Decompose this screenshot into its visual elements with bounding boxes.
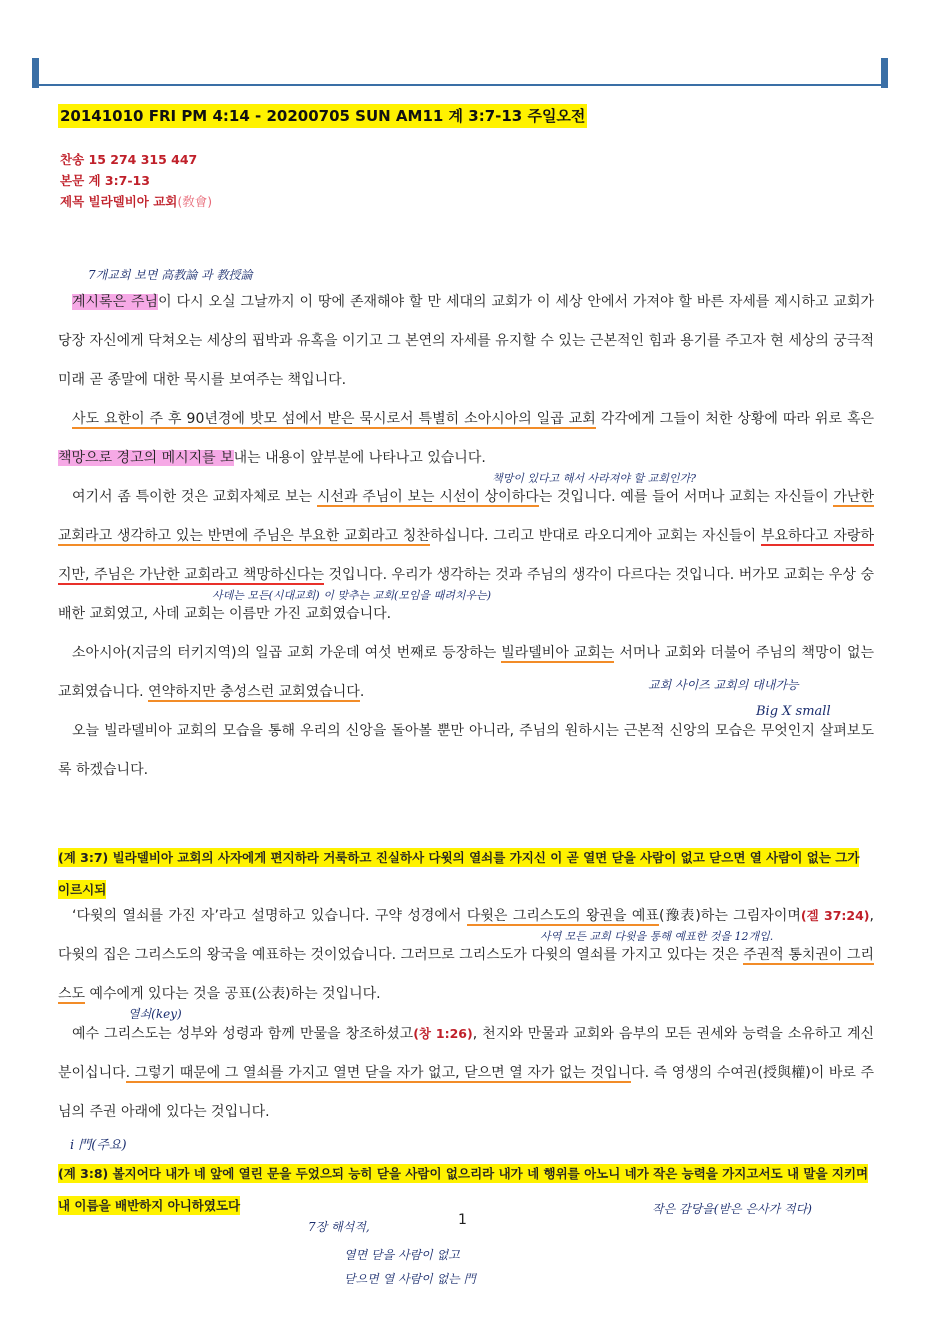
- intro-p2-rest: 내는 내용이 앞부분에 나타나고 있습니다.: [233, 450, 486, 466]
- intro-p4-underline-2: 연약하지만 충성스런 교회였습니다: [148, 684, 360, 700]
- intro-p3-underline-2: 가난한 교회라고 생각하고 있는 반면에 주님은 부요한 교회라고 칭찬: [58, 489, 874, 544]
- hymn-line: 찬송 15 274 315 447: [60, 152, 198, 167]
- handwritten-note-right-bottom: 작은 감당을(받은 은사가 적다): [652, 1202, 812, 1216]
- intro-p1-highlight: 계시록은 주님: [72, 294, 159, 310]
- intro-p4-b: 서머나 교회와 더불어 주님의 책망이 없는 교회였습니다.: [58, 645, 874, 700]
- intro-p3-c: 하십니다. 그리고 반대로 라오디게아 교회는 자신들이: [429, 528, 761, 544]
- commentary-p2-c: 다. 즉 영생의 수여권(授與權)이 바로 주님의 주권 아래에 있다는 것입니다.: [58, 1065, 874, 1120]
- scripture-line: 본문 계 3:7-13: [60, 173, 150, 188]
- scripture-ref-ezekiel: (겔 37:24): [800, 908, 870, 923]
- intro-p3-underline-1: 시선과 주님이 보는 시선이 상이하다: [316, 489, 539, 505]
- handwritten-note-right-2: Big X small: [756, 704, 831, 719]
- intro-p3: [58, 478, 874, 634]
- intro-paragraphs: [58, 283, 874, 790]
- intro-p1: [58, 283, 874, 400]
- handwritten-note-2: 책망이 있다고 해서 사라져야 할 교회인가?: [492, 472, 697, 485]
- handwritten-note-verse: 사역 모든 교회 다윗을 통해 예표한 것을 12개입.: [540, 930, 774, 943]
- subject-text: 제목 빌라델비아 교회: [60, 194, 178, 209]
- handwritten-note-3: 사데는 모든(시대교회) 이 맞추는 교회(모임을 때려치우는): [212, 589, 492, 602]
- intro-p3-a: 여기서 좀 특이한 것은 교회자체로 보는: [72, 489, 317, 505]
- commentary-p2: [58, 1014, 874, 1132]
- intro-p4: [58, 634, 874, 712]
- intro-p2-underline: 사도 요한이 주 후 90년경에 밧모 섬에서 받은 묵시로서 특별히 소아시아의 일곱 교회: [72, 411, 596, 427]
- commentary-p1: [58, 896, 874, 1014]
- intro-p4-a: 소아시아(지금의 터키지역)의 일곱 교회 가운데 여섯 번째로 등장하는: [72, 645, 502, 661]
- handwritten-note-top: 7개교회 보면 高教論 과 教授論: [88, 268, 253, 282]
- handwritten-note-door: ⅰ 門(주요): [70, 1138, 127, 1153]
- commentary-p1-underline-2: 주권적 통치권이 그리스도: [58, 947, 874, 1002]
- verse-3-7-text: (계 3:7) 빌라델비아 교회의 사자에게 편지하라 거룩하고 진실하사 다윗의 열쇠를 가지신 이 곧 열면 닫을 사람이 없고 닫으면 열 사람이 없는 그가 이르시되: [58, 850, 860, 897]
- handwritten-note-bottom-3: 닫으면 열 사람이 없는 門: [344, 1272, 476, 1286]
- intro-p3-d: 것입니다. 우리가 생각하는 것과 주님의 생각이 다르다는 것입니다. 버가모 교회는 우상 숭배한 교회였고, 사데 교회는 이름만 가진 교회였습니다.: [58, 567, 874, 622]
- intro-p2-highlight: 책망으로 경고의 메시지를 보: [58, 450, 234, 466]
- intro-p5: 오늘 빌라델비아 교회의 모습을 통해 우리의 신앙을 돌아볼 뿐만 아니라, 주님의 원하시는 근본적 신앙의 모습은 무엇인지 살펴보도록 하겠습니다.: [58, 723, 874, 778]
- intro-p4-c: .: [359, 684, 365, 700]
- subject-line: [60, 192, 212, 212]
- page-number: 1: [458, 1212, 467, 1228]
- intro-p2: [58, 400, 874, 478]
- handwritten-note-key: 열쇠(key): [128, 1007, 182, 1021]
- commentary-p1-b: (豫表)하는 그림자이며: [658, 908, 801, 924]
- commentary-p1-d: 예수에게 있다는 것을 공표(公表)하는 것입니다.: [85, 986, 381, 1002]
- intro-p4-underline-1: 빌라델비아 교회는: [501, 645, 615, 661]
- commentary-p1-a: ‘다윗의 열쇠를 가진 자’라고 설명하고 있습니다. 구약 성경에서: [72, 908, 467, 924]
- handwritten-note-bottom-2: 열면 닫을 사람이 없고: [344, 1248, 460, 1262]
- top-rule: [32, 84, 888, 86]
- commentary-p2-a: 예수 그리스도는 성부와 성령과 함께 만물을 창조하셨고: [72, 1026, 414, 1042]
- subject-hanja: (敎會): [177, 194, 213, 209]
- handwritten-note-right-1: 교회 사이즈 교회의 대내가능: [648, 678, 799, 692]
- intro-p3-b: 는 것입니다. 예를 들어 서머나 교회는 자신들이: [538, 489, 834, 505]
- commentary-p2-underline: . 그렇기 때문에 그 열쇠를 가지고 열면 닫을 자가 없고, 닫으면 열 자가 없는 것입니: [125, 1065, 632, 1081]
- intro-p2-mid: 각각에게 그들이 처한 상황에 따라 위로 혹은: [595, 411, 874, 427]
- handwritten-note-bottom-1: 7장 해석적,: [308, 1220, 370, 1234]
- commentary-p1-underline: 다윗은 그리스도의 왕권을 예표: [466, 908, 659, 924]
- intro-p1-text: 이 다시 오실 그날까지 이 땅에 존재해야 할 만 세대의 교회가 이 세상 안에서 가져야 할 바른 자세를 제시하고 교회가 당장 자신에게 닥쳐오는 세상의 핍박과 유혹을 이기고 그 본연의 자세를 유지할 수 있는 근본적인 힘과 용기를 주고자 현 세상의 궁극적 미래 곧 종말에 대한 묵시를 보여주는 책입니다.: [58, 294, 874, 388]
- intro-p3-underline-3: 부요하다고 자랑하지만, 주님은 가난한 교회라고 책망하신다는: [58, 528, 874, 583]
- sermon-date-header: 20141010 FRI PM 4:14 - 20200705 SUN AM11 계 3:7-13 주일오전: [58, 104, 587, 128]
- scripture-ref-genesis: (창 1:26): [413, 1026, 473, 1041]
- commentary-p1-c: , 다윗의 집은 그리스도의 왕국을 예표하는 것이었습니다. 그러므로 그리스도가 다윗의 열쇠를 가지고 있다는 것은: [58, 908, 874, 963]
- commentary-p2-b: , 천지와 만물과 교회와 음부의 모든 권세와 능력을 소유하고 계신 분이십니다: [58, 1026, 874, 1081]
- verse-3-8-text: (계 3:8) 볼지어다 내가 네 앞에 열린 문을 두었으되 능히 닫을 사람이 없으리라 내가 네 행위를 아노니 네가 작은 능력을 가지고서도 내 말을 지키며 내 이름을 배반하지 아니하였도다: [58, 1166, 869, 1213]
